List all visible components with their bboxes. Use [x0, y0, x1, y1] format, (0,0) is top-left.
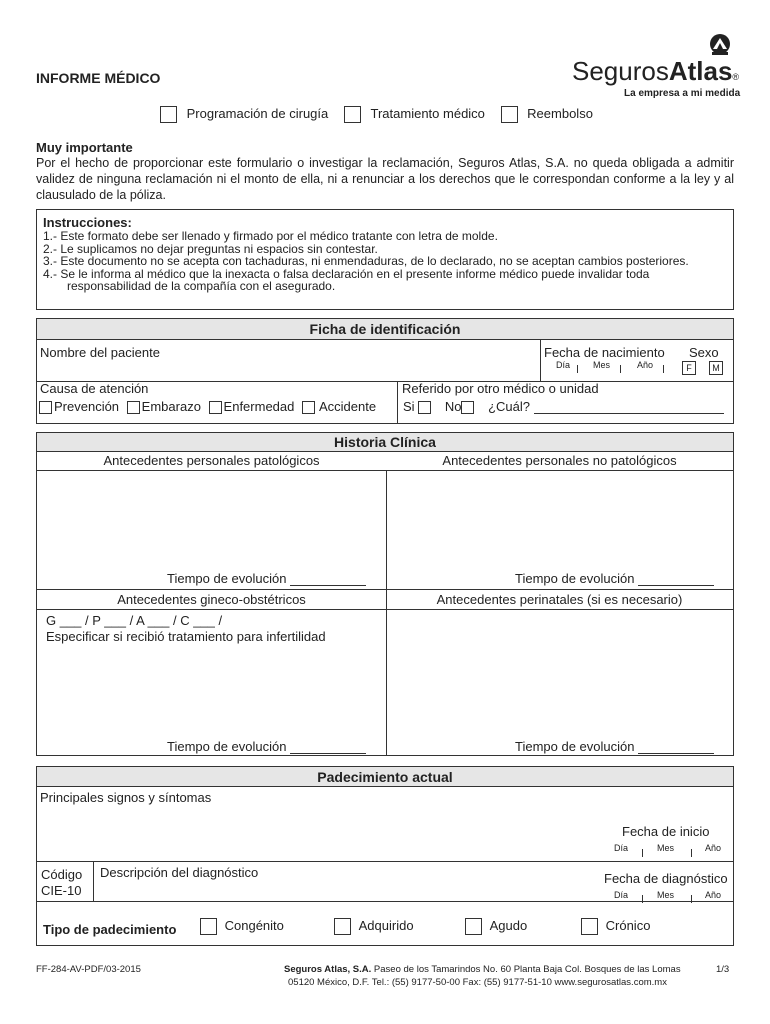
page-number: 1/3 — [716, 964, 730, 975]
referred-which-input[interactable] — [534, 400, 724, 414]
option-label-reembolso: Reembolso — [527, 106, 593, 121]
padecimiento-title: Padecimiento actual — [37, 767, 733, 787]
diag-input[interactable] — [100, 881, 600, 899]
cause-label: Causa de atención — [40, 381, 149, 396]
option-label-cirugia: Programación de cirugía — [186, 106, 329, 121]
checkbox-referred-no[interactable] — [461, 401, 474, 414]
pat-evolution-label: Tiempo de evolución — [167, 571, 287, 586]
instructions-heading: Instrucciones: — [43, 215, 132, 230]
nopat-label: Antecedentes personales no patológicos — [442, 453, 677, 468]
start-date-label: Fecha de inicio — [622, 824, 710, 839]
infertility-label: Especificar si recibió tratamiento para infertilidad — [46, 629, 326, 644]
logo-text-atlas: Atlas — [668, 56, 733, 86]
checkbox-reembolso[interactable] — [501, 106, 518, 123]
cause-label-prevencion: Prevención — [54, 399, 120, 414]
code-label-1: Código — [41, 867, 83, 882]
instruction-item: 2.- Le suplicamos no dejar preguntas ni espacios sin contestar. — [43, 241, 378, 256]
cause-label-embarazo: Embarazo — [141, 399, 201, 414]
checkbox-agudo[interactable] — [465, 918, 482, 935]
checkbox-congenito[interactable] — [200, 918, 217, 935]
cause-label-accidente: Accidente — [319, 399, 377, 414]
type-label-agudo: Agudo — [489, 918, 528, 933]
birth-day-label: Día — [556, 360, 571, 370]
logo-registered: ® — [732, 72, 740, 82]
signs-label: Principales signos y síntomas — [40, 790, 212, 805]
referred-no-label: No — [444, 399, 462, 414]
checkbox-cirugia[interactable] — [160, 106, 177, 123]
diag-label: Descripción del diagnóstico — [100, 865, 259, 880]
checkbox-cronico[interactable] — [581, 918, 598, 935]
birth-month-label: Mes — [593, 360, 611, 370]
diag-month-label: Mes — [657, 890, 675, 900]
checkbox-tratamiento[interactable] — [344, 106, 361, 123]
type-options — [200, 918, 284, 935]
perinatal-label: Antecedentes perinatales (si es necesario) — [436, 592, 683, 607]
start-year-label: Año — [705, 843, 722, 853]
ficha-section — [36, 318, 734, 424]
historia-title: Historia Clínica — [37, 433, 733, 452]
checkbox-accidente[interactable] — [302, 401, 315, 414]
cause-options — [39, 399, 376, 414]
instruction-item: 3.- Este documento no se acepta con tachaduras, ni enmendaduras, de lo declarado, no se aceptan cambios posteriores. — [43, 254, 689, 268]
pat-input[interactable] — [41, 473, 381, 569]
checkbox-enfermedad[interactable] — [209, 401, 222, 414]
footer-address-1: Paseo de los Tamarindos No. 60 Planta Baja Col. Bosques de las Lomas — [373, 964, 681, 975]
form-code: FF-284-AV-PDF/03-2015 — [36, 964, 141, 975]
perinatal-input[interactable] — [390, 613, 730, 733]
gpac-label: G ___ / P ___ / A ___ / C ___ / — [46, 613, 223, 628]
sex-m-box[interactable]: M — [709, 361, 723, 375]
footer-company: Seguros Atlas, S.A. — [284, 964, 372, 975]
atlas-logo-icon — [707, 32, 733, 58]
logo — [572, 30, 742, 100]
perinatal-evolution-label: Tiempo de evolución — [515, 739, 635, 754]
logo-text-seguros: Seguros — [572, 56, 669, 86]
gineco-input[interactable] — [41, 645, 381, 733]
gineco-evolution-label: Tiempo de evolución — [167, 739, 287, 754]
nopat-evolution-input[interactable] — [638, 573, 714, 586]
checkbox-prevencion[interactable] — [39, 401, 52, 414]
signs-input[interactable] — [41, 807, 601, 859]
padecimiento-section — [36, 766, 734, 946]
sex-label: Sexo — [689, 345, 719, 360]
nopat-input[interactable] — [390, 473, 730, 569]
checkbox-embarazo[interactable] — [127, 401, 140, 414]
pat-label: Antecedentes personales patológicos — [103, 453, 320, 468]
gineco-evolution-input[interactable] — [290, 741, 366, 754]
important-text: Por el hecho de proporcionar este formulario o investigar la reclamación, Seguros Atlas, S.A. no queda obligada a admitir validez de ninguna reclamación ni el monto de ella, ni a renunciar a los derechos que le correspondan conforme a la ley y al clausulado de la póliza. — [36, 156, 734, 202]
page-title: INFORME MÉDICO — [36, 70, 161, 86]
option-label-tratamiento: Tratamiento médico — [370, 106, 485, 121]
diag-date-label: Fecha de diagnóstico — [604, 871, 728, 886]
type-label: Tipo de padecimiento — [43, 922, 177, 937]
instruction-item: 4.- Se le informa al médico que la inexacta o falsa declaración en el presente informe médico puede invalidar toda responsabilidad de la compañía con el asegurado. — [43, 266, 650, 293]
instructions-box — [36, 209, 734, 310]
birth-date-label: Fecha de nacimiento — [544, 345, 665, 360]
birth-year-label: Año — [637, 360, 654, 370]
historia-section — [36, 432, 734, 756]
start-month-label: Mes — [657, 843, 675, 853]
nopat-evolution-label: Tiempo de evolución — [515, 571, 635, 586]
pat-evolution-input[interactable] — [290, 573, 366, 586]
cause-label-enfermedad: Enfermedad — [223, 399, 295, 414]
checkbox-adquirido[interactable] — [334, 918, 351, 935]
patient-name-input[interactable] — [41, 359, 536, 375]
footer-address-line-1 — [284, 964, 681, 975]
referred-options — [403, 399, 724, 414]
referred-label: Referido por otro médico o unidad — [402, 381, 599, 396]
referred-which-label: ¿Cuál? — [488, 399, 530, 414]
checkbox-referred-yes[interactable] — [418, 401, 431, 414]
start-day-label: Día — [614, 843, 629, 853]
instruction-item: 1.- Este formato debe ser llenado y firmado por el médico tratante con letra de molde. — [43, 229, 498, 243]
ficha-title: Ficha de identificación — [37, 319, 733, 340]
type-label-cronico: Crónico — [605, 918, 651, 933]
type-label-congenito: Congénito — [224, 918, 284, 933]
form-type-options — [160, 106, 593, 123]
patient-name-label: Nombre del paciente — [40, 345, 160, 360]
tagline: La empresa a mi medida — [624, 88, 741, 99]
footer-address-2: 05120 México, D.F. Tel.: (55) 9177-50-00 Fax: (55) 9177-51-10 www.segurosatlas.com.mx — [288, 977, 667, 988]
important-heading: Muy importante — [36, 140, 133, 155]
instructions-list — [43, 230, 727, 293]
code-label-2: CIE-10 — [41, 883, 82, 898]
perinatal-evolution-input[interactable] — [638, 741, 714, 754]
referred-yes-label: Si — [403, 399, 415, 414]
sex-f-box[interactable]: F — [682, 361, 696, 375]
diag-year-label: Año — [705, 890, 722, 900]
diag-day-label: Día — [614, 890, 629, 900]
type-label-adquirido: Adquirido — [358, 918, 414, 933]
gineco-label: Antecedentes gineco-obstétricos — [117, 592, 306, 607]
